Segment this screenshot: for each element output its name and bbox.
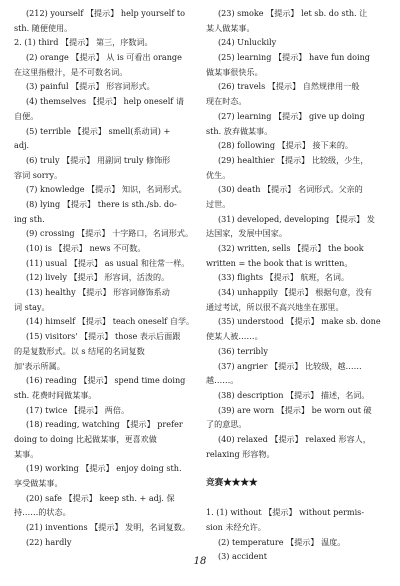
- answer-line: 某人做某事。: [206, 22, 255, 33]
- answer-line: (26) travels 【提示】 自然规律用一般: [218, 81, 360, 92]
- answer-line: (29) healthier 【提示】 比较级，少生，: [218, 154, 369, 165]
- answer-line: (28) following 【提示】 接下来的。: [218, 140, 354, 151]
- answer-line: sth. 放弃做某事。: [206, 125, 273, 136]
- answer-line: written = the book that is written。: [206, 257, 353, 268]
- answer-line: (17) twice 【提示】 两倍。: [26, 404, 130, 415]
- answer-line: (3) painful 【提示】 形容词形式。: [26, 81, 155, 92]
- answer-line: (3) accident: [218, 551, 267, 562]
- answer-line: 在这里指橙汁，是不可数名词。: [14, 66, 128, 77]
- answer-line: (27) learning 【提示】 give up doing: [218, 110, 365, 121]
- answer-line: (34) unhappily 【提示】 根据句意，没有: [218, 287, 372, 298]
- answer-line: (6) truly 【提示】 用副词 truly 修饰形: [26, 154, 171, 165]
- answer-line: (19) working 【提示】 enjoy doing sth.: [26, 463, 182, 474]
- answer-line: 使某人被……。: [206, 331, 263, 342]
- answer-line: ing sth.: [14, 213, 45, 224]
- answer-line: (212) yourself 【提示】 help yourself to: [26, 8, 186, 18]
- answer-line: (35) understood 【提示】 make sb. done: [218, 316, 381, 327]
- answer-line: (32) written, sells 【提示】 the book: [218, 243, 364, 253]
- answer-line: (7) knowledge 【提示】 知识，名词形式。: [26, 184, 187, 195]
- answer-line: (16) reading 【提示】 spend time doing: [26, 375, 186, 386]
- answer-line: (33) flights 【提示】 航班，名词。: [218, 272, 350, 283]
- answer-line: 的是复数形式。以 s 结尾的名词复数: [14, 345, 145, 356]
- answer-line: 过世。: [206, 198, 231, 209]
- answer-line: 1. (1) without 【提示】 without permis-: [206, 507, 365, 518]
- answer-line: (4) themselves 【提示】 help oneself 请: [26, 96, 184, 107]
- answer-line: sion 未经允许。: [206, 522, 266, 533]
- answer-line: (31) developed, developing 【提示】 发: [218, 213, 375, 224]
- answer-line: (36) terribly: [218, 345, 268, 356]
- answer-line: 越……。: [206, 375, 239, 386]
- answer-line: (22) hardly: [26, 536, 72, 547]
- answer-line: (24) Unluckily: [218, 37, 277, 48]
- answer-line: (25) learning 【提示】 have fun doing: [218, 52, 370, 63]
- answer-line: 享受做某事。: [14, 478, 63, 488]
- answer-line: (37) angrier 【提示】 比较级，越……: [218, 360, 362, 371]
- answer-line: [206, 461, 386, 476]
- page-number: 18: [193, 556, 207, 567]
- right-column: [206, 6, 386, 564]
- answer-line: adj.: [14, 140, 30, 151]
- answer-line: 容词 sorry。: [14, 169, 63, 180]
- answer-line: (13) healthy 【提示】 形容词修饰系动: [26, 287, 170, 298]
- answer-line: (23) smoke 【提示】 let sb. do sth. 让: [218, 8, 368, 18]
- answer-line: relaxing 形容物。: [206, 448, 275, 459]
- answer-line: 持……的状态。: [14, 507, 71, 518]
- answer-line: 优生。: [206, 169, 231, 180]
- answer-line: sth. 随便使用。: [14, 22, 73, 33]
- answer-line: (12) lively 【提示】 形容词，活泼的。: [26, 272, 170, 283]
- answer-line: (10) is 【提示】 news 不可数。: [26, 243, 146, 253]
- answer-line: (9) crossing 【提示】 十字路口，名词形式。: [26, 228, 194, 239]
- answer-line: (8) lying 【提示】 there is sth./sb. do-: [26, 198, 177, 209]
- answer-line: [206, 491, 386, 506]
- answer-line: 词 stay。: [14, 301, 50, 312]
- answer-line: 某事。: [14, 448, 39, 459]
- answer-line: (2) orange 【提示】 从 is 可看出 orange: [26, 52, 182, 63]
- answer-line: sth. 花费时间做某事。: [14, 389, 97, 400]
- answer-line: 自便。: [14, 110, 39, 121]
- answer-line: doing to doing 比起做某事，更喜欢做: [14, 433, 157, 444]
- answer-line: (39) are worn 【提示】 be worn out 破: [218, 404, 372, 415]
- answer-line: (40) relaxed 【提示】 relaxed 形容人，: [218, 433, 371, 444]
- answer-line: 加'表示所属。: [14, 360, 65, 371]
- answer-line: 达国家，发展中国家。: [206, 228, 287, 239]
- answer-line: 了的意思。: [206, 419, 247, 430]
- answer-line: (18) reading, watching 【提示】 prefer: [26, 419, 183, 430]
- answer-line: (38) description 【提示】 描述，名词。: [218, 389, 370, 400]
- section-heading: 竞赛★★★★: [206, 478, 258, 488]
- answer-line: 通过考试，所以很不高兴地坐在那里。: [206, 301, 344, 312]
- answer-line: 做某事很快乐。: [206, 66, 263, 77]
- answer-line: 现在时态。: [206, 96, 247, 107]
- answer-line: 2. (1) third 【提示】 第三，序数词。: [14, 37, 153, 48]
- answer-line: (15) visitors' 【提示】 those 表示后面跟: [26, 331, 181, 342]
- answer-line: (14) himself 【提示】 teach oneself 自学。: [26, 316, 194, 327]
- answer-line: (20) safe 【提示】 keep sth. + adj. 保: [26, 492, 175, 503]
- answer-line: (21) inventions 【提示】 发明，名词复数。: [26, 522, 190, 533]
- answer-line: (30) death 【提示】 名词形式。父亲的: [218, 184, 363, 195]
- answer-line: (2) temperature 【提示】 温度。: [218, 536, 346, 547]
- answer-line: (5) terrible 【提示】 smell(系动词) +: [26, 125, 171, 136]
- answer-line: (11) usual 【提示】 as usual 和往常一样。: [26, 257, 190, 268]
- left-column: [14, 6, 194, 549]
